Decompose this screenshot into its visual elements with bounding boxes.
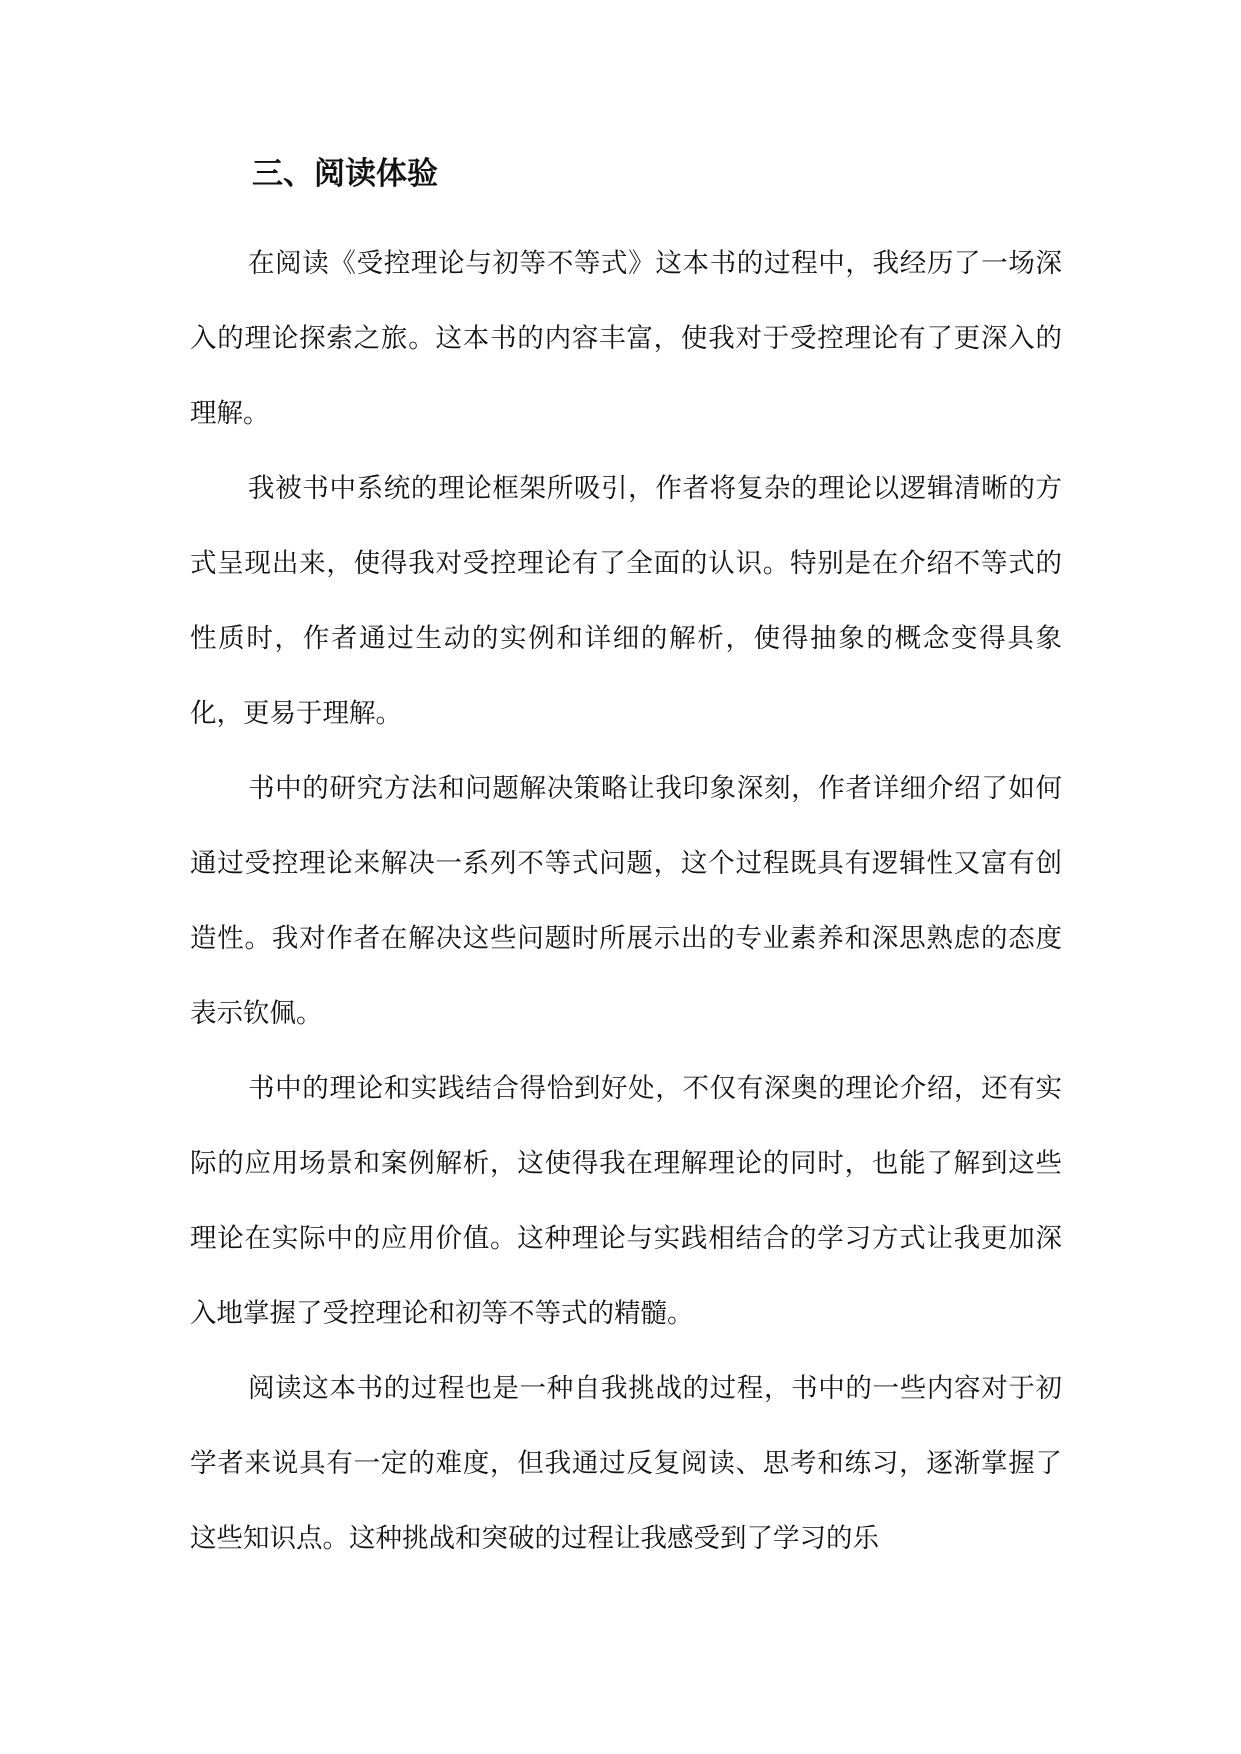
paragraph-5: 阅读这本书的过程也是一种自我挑战的过程，书中的一些内容对于初学者来说具有一定的难度，但我通过反复阅读、思考和练习，逐渐掌握了这些知识点。这种挑战和突破的过程让我感受到了学习的乐 [190,1373,1062,1554]
paragraph-2: 我被书中系统的理论框架所吸引，作者将复杂的理论以逻辑清晰的方式呈现出来，使得我对受控理论有了全面的认识。特别是在介绍不等式的性质时，作者通过生动的实例和详细的解析，使得抽象的概念变得具象化，更易于理解。 [190,473,1062,729]
section-heading: 三、阅读体验 [252,156,438,192]
paragraph-1: 在阅读《受控理论与初等不等式》这本书的过程中，我经历了一场深入的理论探索之旅。这本书的内容丰富，使我对于受控理论有了更深入的理解。 [190,248,1062,429]
paragraph-4: 书中的理论和实践结合得恰到好处，不仅有深奥的理论介绍，还有实际的应用场景和案例解析，这使得我在理解理论的同时，也能了解到这些理论在实际中的应用价值。这种理论与实践相结合的学习方式让我更加深入地掌握了受控理论和初等不等式的精髓。 [190,1073,1062,1329]
body-text [190,226,1062,1576]
paragraph-3: 书中的研究方法和问题解决策略让我印象深刻，作者详细介绍了如何通过受控理论来解决一系列不等式问题，这个过程既具有逻辑性又富有创造性。我对作者在解决这些问题时所展示出的专业素养和深思熟虑的态度表示钦佩。 [190,773,1062,1029]
